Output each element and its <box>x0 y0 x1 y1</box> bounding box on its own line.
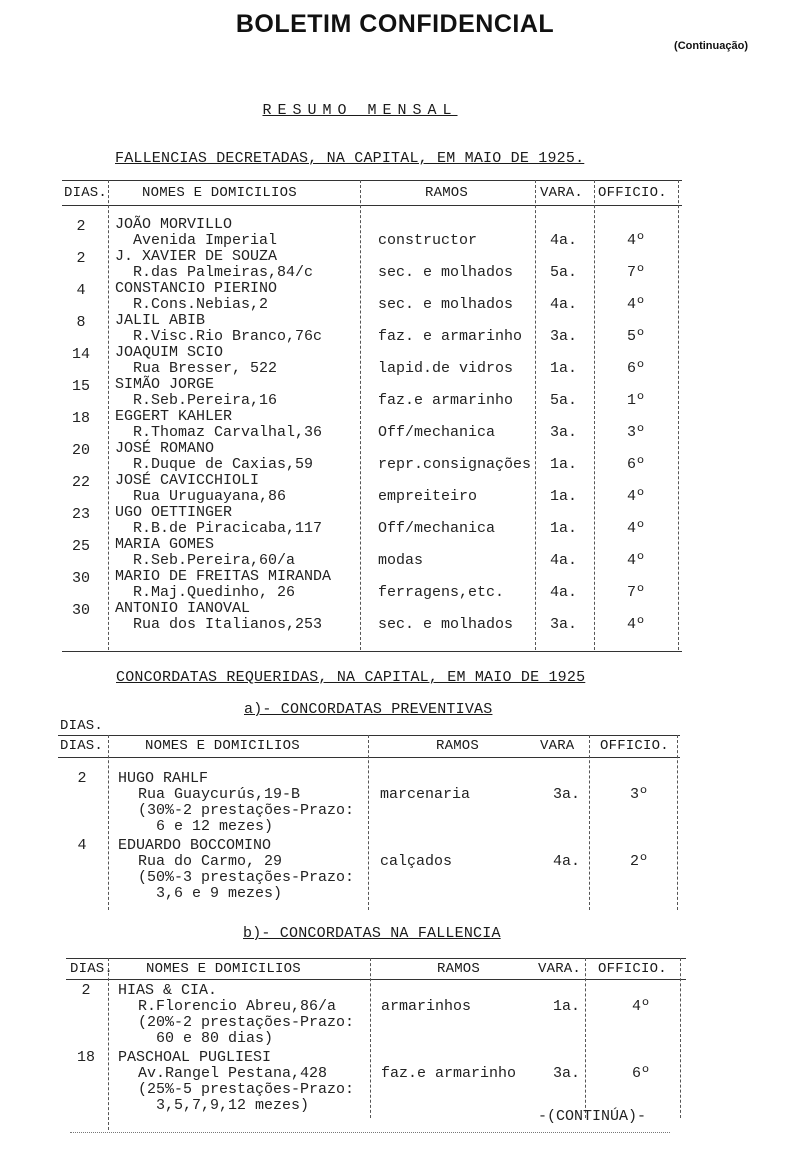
col-officio: OFFICIO. <box>598 185 667 201</box>
row-ramo: lapid.de vidros <box>378 360 514 377</box>
preventivas-subtitle: a)- CONCORDATAS PREVENTIVAS <box>244 701 493 718</box>
row-dia: 30 <box>71 602 90 619</box>
preventivas-header-rule <box>58 757 680 758</box>
row-dia: 15 <box>71 378 90 395</box>
prev-col-ramos: RAMOS <box>436 738 480 754</box>
summary-title: RESUMO MENSAL <box>262 102 458 119</box>
row-nome: J. XAVIER DE SOUZA <box>115 248 278 265</box>
row-line: (20%-2 prestações-Prazo: <box>138 1014 355 1031</box>
row-vara: 3a. <box>553 786 581 803</box>
row-officio: 5º <box>627 328 646 345</box>
row-dia: 4 <box>76 282 86 299</box>
row-ramo: empreiteiro <box>378 488 478 505</box>
prev-col-officio: OFFICIO. <box>600 738 669 754</box>
row-ramo: faz. e armarinho <box>378 328 523 345</box>
row-ramo: constructor <box>378 232 478 249</box>
prev-col-nomes: NOMES E DOMICILIOS <box>145 738 300 754</box>
row-officio: 3º <box>627 424 646 441</box>
row-dia: 2 <box>76 218 86 235</box>
row-ramo: faz.e armarinho <box>381 1065 517 1082</box>
document-title: BOLETIM CONFIDENCIAL <box>235 10 555 38</box>
row-line: EDUARDO BOCCOMINO <box>118 837 272 854</box>
row-endereco: Rua dos Italianos,253 <box>133 616 323 633</box>
row-dia: 8 <box>76 314 86 331</box>
row-line: 3,6 e 9 mezes) <box>156 885 283 902</box>
prev-divider-1 <box>108 735 109 910</box>
na-fallencia-header-rule <box>66 979 686 980</box>
nf-col-ramos: RAMOS <box>437 961 481 977</box>
row-vara: 4a. <box>550 552 578 569</box>
row-line: HIAS & CIA. <box>118 982 218 999</box>
row-vara: 5a. <box>550 264 578 281</box>
row-ramo: repr.consignações <box>378 456 532 473</box>
row-ramo: sec. e molhados <box>378 296 514 313</box>
row-line: R.Florencio Abreu,86/a <box>138 998 337 1015</box>
row-ramo: Off/mechanica <box>378 424 496 441</box>
row-endereco: R.Visc.Rio Branco,76c <box>133 328 323 345</box>
row-vara: 1a. <box>550 520 578 537</box>
row-endereco: R.Duque de Caxias,59 <box>133 456 314 473</box>
row-dia: 22 <box>71 474 90 491</box>
row-nome: JOAQUIM SCIO <box>115 344 224 361</box>
row-line: (50%-3 prestações-Prazo: <box>138 869 355 886</box>
row-endereco: R.B.de Piracicaba,117 <box>133 520 323 537</box>
row-nome: JOÃO MORVILLO <box>115 216 233 233</box>
row-line: PASCHOAL PUGLIESI <box>118 1049 272 1066</box>
preventivas-top-rule <box>58 735 680 736</box>
row-nome: MARIO DE FREITAS MIRANDA <box>115 568 332 585</box>
row-officio: 7º <box>627 264 646 281</box>
row-officio: 4º <box>627 232 646 249</box>
row-officio: 2º <box>630 853 649 870</box>
row-ramo: faz.e armarinho <box>378 392 514 409</box>
row-endereco: R.Thomaz Carvalhal,36 <box>133 424 323 441</box>
row-officio: 4º <box>627 616 646 633</box>
row-line: (30%-2 prestações-Prazo: <box>138 802 355 819</box>
row-nome: JOSÉ ROMANO <box>115 440 215 457</box>
fallencias-header-rule <box>62 205 682 206</box>
row-ramo: Off/mechanica <box>378 520 496 537</box>
col-ramos: RAMOS <box>425 185 469 201</box>
row-nome: EGGERT KAHLER <box>115 408 233 425</box>
row-officio: 4º <box>627 520 646 537</box>
fallencias-divider-2 <box>360 180 361 650</box>
fallencias-divider-3 <box>535 180 536 650</box>
row-dia: 30 <box>71 570 90 587</box>
row-line: 3,5,7,9,12 mezes) <box>156 1097 310 1114</box>
row-vara: 4a. <box>550 296 578 313</box>
row-vara: 1a. <box>550 360 578 377</box>
row-vara: 1a. <box>550 456 578 473</box>
dias-above-label: DIAS. <box>60 718 104 734</box>
continuation-label: (Continuação) <box>674 40 748 52</box>
row-line: (25%-5 prestações-Prazo: <box>138 1081 355 1098</box>
row-line: Rua do Carmo, 29 <box>138 853 283 870</box>
row-officio: 6º <box>627 456 646 473</box>
row-line: 60 e 80 dias) <box>156 1030 274 1047</box>
row-nome: MARIA GOMES <box>115 536 215 553</box>
prev-divider-3 <box>589 735 590 910</box>
row-vara: 3a. <box>553 1065 581 1082</box>
fallencias-divider-5 <box>678 180 679 650</box>
row-dia: 25 <box>71 538 90 555</box>
col-vara: VARA. <box>540 185 584 201</box>
row-nome: UGO OETTINGER <box>115 504 233 521</box>
nf-col-dias: DIAS. <box>70 961 114 977</box>
row-dia: 2 <box>76 250 86 267</box>
row-ramo: calçados <box>380 853 453 870</box>
row-nome: SIMÃO JORGE <box>115 376 215 393</box>
nf-divider-2 <box>370 958 371 1118</box>
prev-col-dias: DIAS. <box>60 738 104 754</box>
fallencias-divider-1 <box>108 180 109 650</box>
row-vara: 3a. <box>550 424 578 441</box>
row-endereco: R.Maj.Quedinho, 26 <box>133 584 296 601</box>
row-line: 6 e 12 mezes) <box>156 818 274 835</box>
row-nome: ANTONIO IANOVAL <box>115 600 251 617</box>
row-officio: 7º <box>627 584 646 601</box>
row-vara: 3a. <box>550 328 578 345</box>
row-line: Rua Guaycurús,19-B <box>138 786 301 803</box>
fallencias-bottom-rule <box>62 651 682 652</box>
prev-divider-4 <box>677 735 678 910</box>
row-endereco: R.das Palmeiras,84/c <box>133 264 314 281</box>
row-vara: 5a. <box>550 392 578 409</box>
row-line: Av.Rangel Pestana,428 <box>138 1065 328 1082</box>
row-vara: 3a. <box>550 616 578 633</box>
row-officio: 4º <box>632 998 651 1015</box>
row-line: HUGO RAHLF <box>118 770 209 787</box>
row-officio: 3º <box>630 786 649 803</box>
row-vara: 1a. <box>550 488 578 505</box>
nf-col-officio: OFFICIO. <box>598 961 667 977</box>
fallencias-top-rule <box>62 180 682 181</box>
continua-label: -(CONTINÚA)- <box>538 1108 647 1125</box>
row-endereco: R.Seb.Pereira,16 <box>133 392 278 409</box>
row-dia: 14 <box>71 346 90 363</box>
row-nome: JALIL ABIB <box>115 312 206 329</box>
row-vara: 4a. <box>550 232 578 249</box>
row-endereco: Rua Uruguayana,86 <box>133 488 287 505</box>
col-dias: DIAS. <box>64 185 108 201</box>
row-dia: 20 <box>71 442 90 459</box>
concordatas-title: CONCORDATAS REQUERIDAS, NA CAPITAL, EM MAIO DE 1925 <box>116 669 586 686</box>
bottom-dotted-rule <box>70 1132 670 1133</box>
row-endereco: Rua Bresser, 522 <box>133 360 278 377</box>
na-fallencia-subtitle: b)- CONCORDATAS NA FALLENCIA <box>243 925 501 942</box>
row-ramo: sec. e molhados <box>378 264 514 281</box>
row-ramo: sec. e molhados <box>378 616 514 633</box>
nf-col-vara: VARA. <box>538 961 582 977</box>
row-dia: 23 <box>71 506 90 523</box>
row-endereco: Avenida Imperial <box>133 232 278 249</box>
row-dia: 2 <box>77 770 87 787</box>
nf-col-nomes: NOMES E DOMICILIOS <box>146 961 301 977</box>
row-officio: 4º <box>627 552 646 569</box>
row-dia: 18 <box>76 1049 95 1066</box>
row-vara: 1a. <box>553 998 581 1015</box>
row-ramo: modas <box>378 552 424 569</box>
col-nomes: NOMES E DOMICILIOS <box>142 185 297 201</box>
row-endereco: R.Seb.Pereira,60/a <box>133 552 296 569</box>
fallencias-title: FALLENCIAS DECRETADAS, NA CAPITAL, EM MAIO DE 1925. <box>115 150 585 167</box>
row-dia: 18 <box>71 410 90 427</box>
row-ramo: armarinhos <box>381 998 472 1015</box>
row-ramo: ferragens,etc. <box>378 584 505 601</box>
prev-col-vara: VARA <box>540 738 575 754</box>
row-vara: 4a. <box>550 584 578 601</box>
row-endereco: R.Cons.Nebias,2 <box>133 296 269 313</box>
row-dia: 4 <box>77 837 87 854</box>
row-vara: 4a. <box>553 853 581 870</box>
nf-divider-4 <box>680 958 681 1118</box>
nf-divider-1 <box>108 958 109 1130</box>
row-ramo: marcenaria <box>380 786 471 803</box>
row-dia: 2 <box>81 982 91 999</box>
nf-divider-3 <box>585 958 586 1118</box>
row-nome: JOSÉ CAVICCHIOLI <box>115 472 260 489</box>
row-officio: 4º <box>627 296 646 313</box>
row-officio: 1º <box>627 392 646 409</box>
row-officio: 6º <box>627 360 646 377</box>
prev-divider-2 <box>368 735 369 910</box>
row-officio: 6º <box>632 1065 651 1082</box>
row-nome: CONSTANCIO PIERINO <box>115 280 278 297</box>
fallencias-divider-4 <box>594 180 595 650</box>
row-officio: 4º <box>627 488 646 505</box>
na-fallencia-top-rule <box>66 958 686 959</box>
